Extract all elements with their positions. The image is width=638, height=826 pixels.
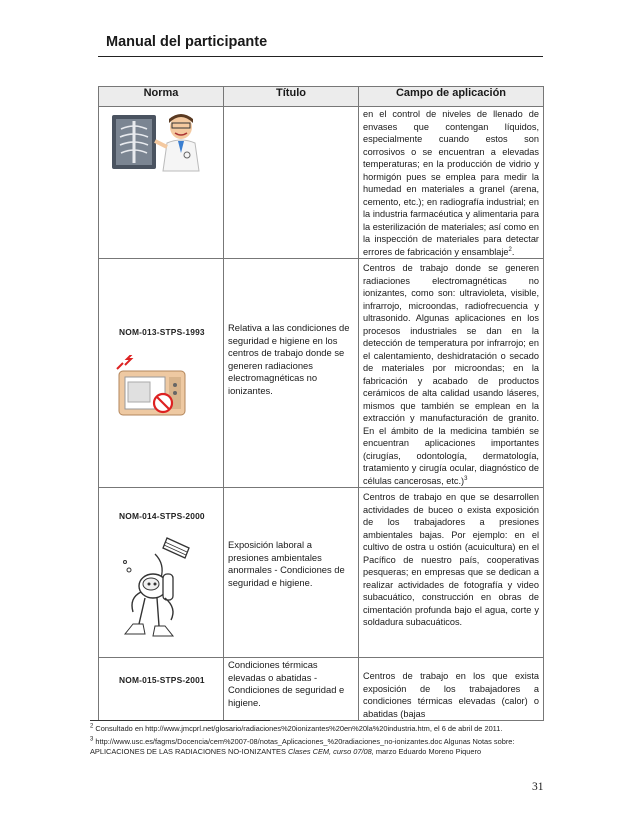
norma-code: NOM-013-STPS-1993: [119, 327, 205, 337]
column-header-norma: Norma: [99, 87, 224, 107]
table-row: [99, 107, 544, 259]
campo-cell: [359, 658, 544, 721]
footnote-tail: marzo Eduardo Moreno Piquero: [375, 747, 482, 756]
table-row: [99, 658, 544, 721]
footnote-ref: 3: [464, 475, 468, 482]
footnote-text: http://www.usc.es/fagms/Docencia/cem%2007-08/notas_Aplicaciones_%20radiaciones_no-ionizantes.doc Algunas Notas sobre: APLICACIONES DE LAS RADIACIONES NO-IONIZANTES: [90, 737, 515, 756]
column-header-campo: Campo de aplicación: [359, 87, 544, 107]
titulo-text: Exposición laboral a presiones ambientales anormales - Condiciones de seguridad e higiene.: [228, 539, 345, 588]
norma-cell: [99, 658, 224, 721]
norma-cell: [99, 107, 224, 259]
titulo-cell: [224, 259, 359, 488]
footnote-text: Consultado en http://www.jmcprl.net/glosario/radiaciones%20ionizantes%20en%20la%20industria.htm, el 6 de abril de 2011.: [95, 724, 503, 733]
titulo-text: Condiciones térmicas elevadas o abatidas - Condiciones de seguridad e higiene.: [228, 659, 345, 708]
xray-doctor-illustration: [111, 111, 209, 175]
norms-table: [98, 86, 544, 721]
campo-text: Centros de trabajo donde se generen radiaciones electromagnéticas no ionizantes, como son: ultravioleta, visible, infrarrojo, microondas, radiofrecuencia y ultrasonido. Algunas aplicaciones en los procesos industriales se dan en la detección de temperatura por infrarrojo; en el calentamiento, deshidratación o secado de materiales por microondas; en la fabricación y acabado de productos cerámicos de alta calidad usando láseres, mismos que también se emplean en la extracción y manufacturación de granito. En el ámbito de la medicina también se encuentran aplicaciones importantes (cirugías, odontología, dermatología, tratamiento y cirugía ocular, diagnóstico de células cancerosas, etc.): [363, 263, 539, 486]
page-header-title: Manual del participante: [106, 34, 268, 50]
campo-cell: [359, 488, 544, 658]
footnote-2: [90, 724, 560, 734]
diver-illustration: [115, 534, 199, 638]
campo-cell: [359, 259, 544, 488]
table-row: [99, 488, 544, 658]
table-row: [99, 259, 544, 488]
footnote-italic: Clases CEM, curso 07/08,: [287, 747, 374, 756]
titulo-cell: [224, 658, 359, 721]
titulo-text: Relativa a las condiciones de seguridad e higiene en los centros de trabajo donde se generen radiaciones electromagnéticas no ionizantes.: [228, 322, 350, 396]
campo-text: Centros de trabajo en los que exista exposición de los trabajadores a condiciones térmicas elevadas (calor) o abatidas (bajas: [363, 671, 539, 719]
footnote-number: 2: [90, 723, 94, 730]
norma-code: NOM-014-STPS-2000: [119, 511, 205, 521]
footnote-rule: [90, 720, 270, 721]
footnote-3: [90, 737, 560, 757]
footnote-ref: 2: [508, 246, 512, 253]
campo-text: en el control de niveles de llenado de envases que contengan líquidos, especialmente cuando estos son corrosivos o se encuentran a elevadas temperaturas; en la producción de vidrio y hormigón pues se emplea para medir la humedad en materiales a granel (arena, cemento, etc.); en radiografía industrial; en la industria farmacéutica y alimentaria para la esterilización de materiales; así como en la inspección de materiales para detectar errores de fabricación y ensamblaje: [363, 109, 539, 257]
norma-cell: [99, 259, 224, 488]
campo-text: Centros de trabajo en que se desarrollen actividades de buceo o exista exposición de los trabajadores a presiones ambientales bajas. Por ejemplo: en el cultivo de ostra u ostión (acuicultura) en el Pacífico de nuestro país, cooperativas pesqueras; en empresas que se dedican a realizar actividades de fotografía y video subacuático, construcción en obras de cimentación profunda bajo el agua, corte y soldadura subacuáticos.: [363, 492, 539, 627]
norma-code: NOM-015-STPS-2001: [119, 675, 205, 685]
page-number: 31: [532, 781, 544, 793]
campo-cell: en el control de niveles de llenado de envases que contengan líquidos, especialmente cuando estos son corrosivos o se encuentran a elevadas temperaturas; en la producción de vidrio y hormigón pues se emplea para medir la humedad en materiales a granel (arena, cemento, etc.); en radiografía industrial; en la industria farmacéutica y alimentaria para la esterilización de materiales; así como en la inspección de materiales para detectar errores de fabricación y ensamblaje$^2$.: [359, 107, 544, 259]
footnote-number: 3: [90, 736, 94, 743]
microwave-warning-illustration: [113, 355, 193, 421]
table-header-row: [99, 87, 544, 107]
norma-cell: [99, 488, 224, 658]
column-header-titulo: Título: [224, 87, 359, 107]
titulo-cell: [224, 107, 359, 259]
titulo-cell: [224, 488, 359, 658]
header-rule: [98, 56, 543, 57]
